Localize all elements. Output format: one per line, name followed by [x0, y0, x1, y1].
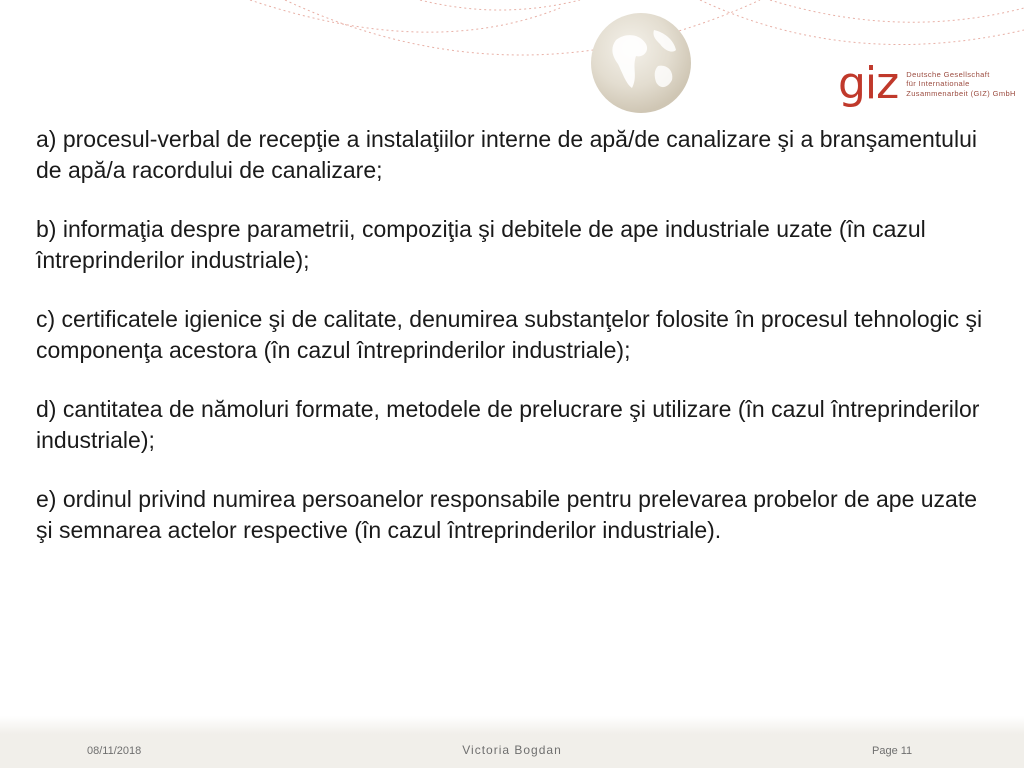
paragraph-b: b) informaţia despre parametrii, compoziţia şi debitele de ape industriale uzate (în cazul întreprinderilor industriale);: [36, 216, 926, 273]
paragraph-c: c) certificatele igienice şi de calitate, denumirea substanţelor folosite în procesul tehnologic şi componenţa acestora (în cazul întreprinderilor industriale);: [36, 306, 983, 363]
paragraph-e: e) ordinul privind numirea persoanelor responsabile pentru prelevarea probelor de ape uzate şi semnarea actelor respective (în cazul întreprinderilor industriale).: [36, 486, 978, 543]
logo-text: [906, 70, 1016, 99]
footer: [0, 716, 1024, 768]
footer-author: Victoria Bogdan: [462, 743, 562, 757]
logo-line-1: Deutsche Gesellschaft: [906, 69, 990, 79]
giz-logo: [838, 58, 1016, 109]
logo-line-2: für Internationale: [906, 79, 970, 89]
paragraph-a: a) procesul-verbal de recepţie a instalaţiilor interne de apă/de canalizare şi a branşamentului de apă/a racordului de canalizare;: [36, 126, 977, 183]
slide-body: [36, 124, 996, 574]
footer-page-number: Page 11: [872, 745, 913, 757]
paragraph-d: d) cantitatea de nămoluri formate, metodele de prelucrare şi utilizare (în cazul întreprinderilor industriale);: [36, 396, 980, 453]
logo-mark: giz: [838, 58, 899, 109]
logo-line-3: Zusammenarbeit (GIZ) GmbH: [906, 88, 1016, 98]
globe-icon: [588, 10, 694, 116]
footer-date: 08/11/2018: [87, 745, 142, 757]
